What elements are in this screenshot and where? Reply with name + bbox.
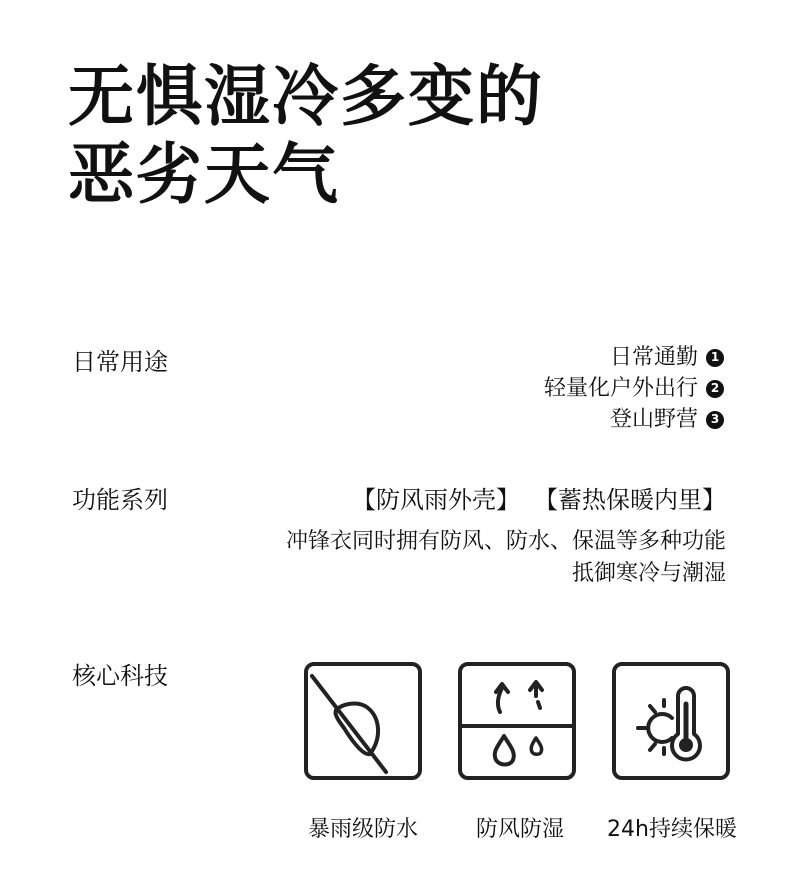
usage-item-label: 登山野营	[609, 407, 698, 432]
usage-list	[544, 342, 724, 435]
usage-item-label: 轻量化户外出行	[543, 376, 698, 401]
series-lining: 【蓄热保暖内里】	[534, 486, 726, 514]
title-line-1: 无惧湿冷多变的	[68, 58, 544, 135]
waterproof-tile	[304, 662, 422, 780]
function-description	[286, 526, 726, 590]
description-line-1: 冲锋衣同时拥有防风、防水、保温等多种功能	[285, 529, 726, 554]
usage-label: 日常用途	[72, 348, 168, 376]
windproof-moisture-icon	[462, 666, 572, 776]
windproof-tile	[458, 662, 576, 780]
tile-label-windproof: 防风防湿	[475, 817, 564, 842]
tech-label: 核心科技	[72, 662, 168, 690]
waterproof-drop-icon	[308, 666, 418, 776]
function-series	[352, 480, 726, 515]
title-line-2: 恶劣天气	[68, 136, 340, 213]
usage-item-label: 日常通勤	[609, 345, 698, 370]
functions-label: 功能系列	[72, 486, 168, 514]
usage-item-hiking-camping	[544, 404, 724, 435]
series-shell: 【防风雨外壳】	[352, 486, 520, 514]
usage-item-commute	[544, 342, 724, 373]
thermometer-sun-icon	[616, 666, 726, 776]
usage-item-light-outdoor	[544, 373, 724, 404]
description-line-2: 抵御寒冷与潮湿	[571, 561, 726, 586]
number-badge-icon: 2	[706, 380, 724, 398]
tile-label-warmth: 24h持续保暖	[607, 817, 737, 842]
page-title	[68, 58, 544, 214]
number-badge-icon: 1	[706, 349, 724, 367]
number-badge-icon: 3	[706, 411, 724, 429]
tile-label-waterproof: 暴雨级防水	[307, 817, 418, 842]
warmth-tile	[612, 662, 730, 780]
